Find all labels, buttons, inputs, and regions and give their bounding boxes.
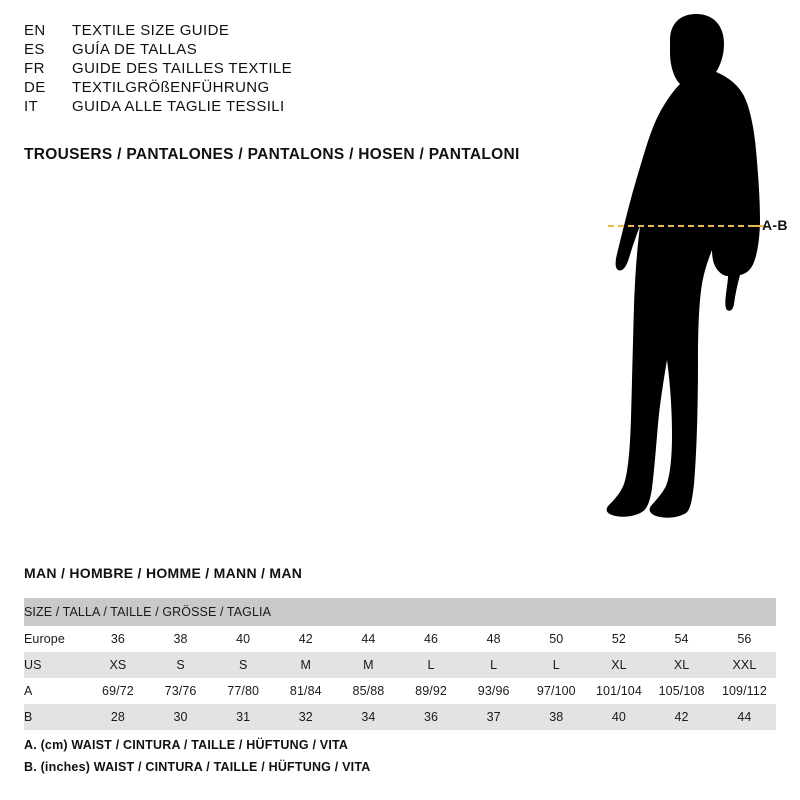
cell: 73/76 (149, 678, 212, 704)
language-text: GUÍA DE TALLAS (72, 41, 198, 58)
cell: 30 (149, 704, 212, 730)
cell: 69/72 (87, 678, 150, 704)
table-header-label: SIZE / TALLA / TAILLE / GRÖSSE / TAGLIA (24, 598, 776, 626)
footnote-b: B. (inches) WAIST / CINTURA / TAILLE / HÜFTUNG / VITA (24, 760, 371, 774)
cell: 109/112 (713, 678, 776, 704)
cell: 31 (212, 704, 275, 730)
cell: M (275, 652, 338, 678)
cell: XL (650, 652, 713, 678)
language-code: IT (24, 98, 39, 115)
cell: S (212, 652, 275, 678)
table-row (24, 678, 776, 704)
row-label: A (24, 678, 87, 704)
language-row (24, 60, 524, 77)
language-row (24, 79, 524, 96)
garment-title: TROUSERS / PANTALONES / PANTALONS / HOSEN / PANTALONI (24, 146, 520, 163)
cell: 40 (212, 626, 275, 652)
language-text: GUIDE DES TAILLES TEXTILE (72, 60, 293, 77)
cell: 56 (713, 626, 776, 652)
cell: 48 (462, 626, 525, 652)
cell: 40 (588, 704, 651, 730)
cell: 89/92 (400, 678, 463, 704)
table-row (24, 626, 776, 652)
language-code: FR (24, 60, 45, 77)
cell: 81/84 (275, 678, 338, 704)
cell: L (400, 652, 463, 678)
cell: 101/104 (588, 678, 651, 704)
footnote-a: A. (cm) WAIST / CINTURA / TAILLE / HÜFTUNG / VITA (24, 738, 349, 752)
cell: L (462, 652, 525, 678)
table-section-title: MAN / HOMBRE / HOMME / MANN / MAN (24, 565, 303, 581)
language-row (24, 98, 524, 115)
row-label: US (24, 652, 87, 678)
cell: 44 (337, 626, 400, 652)
footnotes (24, 738, 724, 782)
language-code: ES (24, 41, 45, 58)
cell: 52 (588, 626, 651, 652)
language-code: DE (24, 79, 46, 96)
cell: 44 (713, 704, 776, 730)
man-silhouette-icon (520, 10, 790, 540)
cell: 34 (337, 704, 400, 730)
cell: 36 (87, 626, 150, 652)
table-header-row (24, 598, 776, 626)
cell: XL (588, 652, 651, 678)
table-row (24, 704, 776, 730)
measure-label-ab: A-B (762, 217, 788, 233)
cell: 38 (149, 626, 212, 652)
language-text: GUIDA ALLE TAGLIE TESSILI (72, 98, 285, 115)
size-table (24, 598, 776, 730)
cell: L (525, 652, 588, 678)
cell: 97/100 (525, 678, 588, 704)
table-row (24, 652, 776, 678)
cell: XS (87, 652, 150, 678)
cell: 38 (525, 704, 588, 730)
cell: 50 (525, 626, 588, 652)
cell: 105/108 (650, 678, 713, 704)
cell: 42 (650, 704, 713, 730)
row-label: Europe (24, 626, 87, 652)
language-text: TEXTILE SIZE GUIDE (72, 22, 230, 39)
language-row (24, 22, 524, 39)
cell: 46 (400, 626, 463, 652)
row-label: B (24, 704, 87, 730)
cell: S (149, 652, 212, 678)
cell: 42 (275, 626, 338, 652)
language-code: EN (24, 22, 46, 39)
cell: 93/96 (462, 678, 525, 704)
cell: 28 (87, 704, 150, 730)
size-table-wrapper (24, 598, 776, 730)
cell: 36 (400, 704, 463, 730)
cell: 32 (275, 704, 338, 730)
cell: 85/88 (337, 678, 400, 704)
cell: 54 (650, 626, 713, 652)
cell: XXL (713, 652, 776, 678)
cell: M (337, 652, 400, 678)
cell: 37 (462, 704, 525, 730)
cell: 77/80 (212, 678, 275, 704)
language-row (24, 41, 524, 58)
language-text: TEXTILGRÖßENFÜHRUNG (72, 79, 270, 96)
figure-illustration (520, 10, 790, 540)
language-list (24, 22, 524, 117)
